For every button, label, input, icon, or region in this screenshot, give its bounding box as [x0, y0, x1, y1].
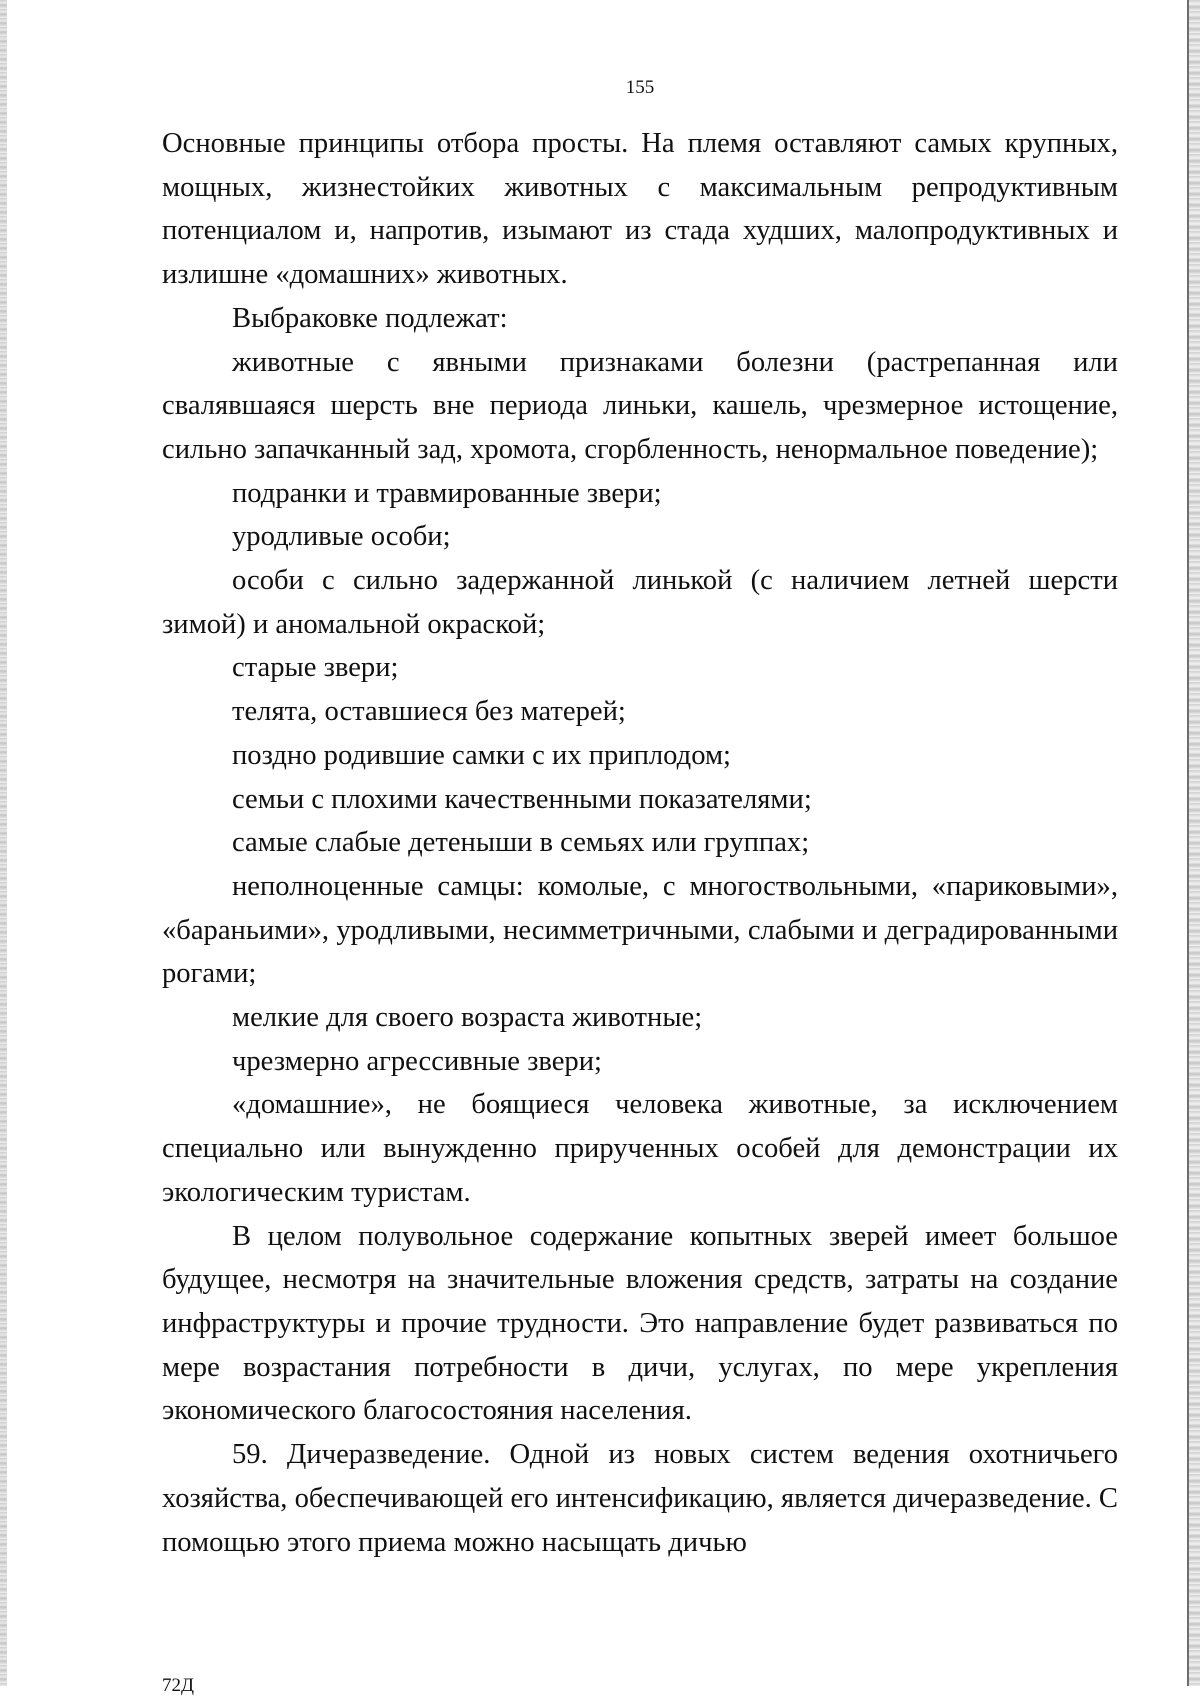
list-item: особи с сильно задержанной линькой (с наличием летней шерсти зимой) и аномальной окраской;: [162, 565, 1118, 640]
scan-edge-right: [1187, 0, 1200, 1686]
list-item: неполноценные самцы: комолые, с многоствольными, «париковыми», «бараньими», уродливыми, несимметричными, слабыми и деградированными рогами;: [162, 870, 1118, 990]
list-item: самые слабые детеныши в семьях или группах;: [232, 827, 810, 859]
list-item: поздно родившие самки с их приплодом;: [232, 739, 731, 771]
page-number: 155: [625, 77, 655, 98]
list-item: уродливые особи;: [232, 521, 451, 553]
list-item: животные с явными признаками болезни (растрепанная или свалявшаяся шерсть вне периода линьки, кашель, чрезмерное истощение, сильно запачканный зад, хромота, сгорбленность, ненормальное поведение);: [162, 346, 1118, 465]
scan-edge-left: [0, 0, 7, 1686]
list-item: семьи с плохими качественными показателями;: [232, 783, 812, 815]
list-item: «домашние», не боящиеся человека животные, за исключением специально или вынужденно прирученных особей для демонстрации их экологическим туристам.: [162, 1089, 1118, 1208]
body-text: [162, 122, 1118, 1564]
list-item: телята, оставшиеся без матерей;: [232, 696, 626, 728]
list-item: старые звери;: [232, 652, 399, 684]
list-item: чрезмерно агрессивные звери;: [232, 1045, 602, 1077]
paragraph: Выбраковке подлежат:: [232, 302, 508, 334]
list-item: подранки и травмированные звери;: [232, 477, 662, 509]
paragraph: Основные принципы отбора просты. На племя оставляют самых крупных, мощных, жизнестойких животных с максимальным репродуктивным потенциалом и, напротив, изымают из стада худших, малопродуктивных и излишне «домашних» животных.: [162, 128, 1118, 291]
footer-code: 72Д: [162, 1675, 194, 1696]
list-item: мелкие для своего возраста животные;: [232, 1002, 703, 1034]
section-paragraph: 59. Дичеразведение. Одной из новых систем ведения охотничьего хозяйства, обеспечивающей его интенсификацию, является дичеразведение. С помощью этого приема можно насыщать дичью: [162, 1439, 1118, 1558]
paragraph: В целом полувольное содержание копытных зверей имеет большое будущее, несмотря на значительные вложения средств, затраты на создание инфраструктуры и прочие трудности. Это направление будет развиваться по мере возрастания потребности в дичи, услугах, по мере укрепления экономического благосостояния населения.: [162, 1220, 1118, 1427]
